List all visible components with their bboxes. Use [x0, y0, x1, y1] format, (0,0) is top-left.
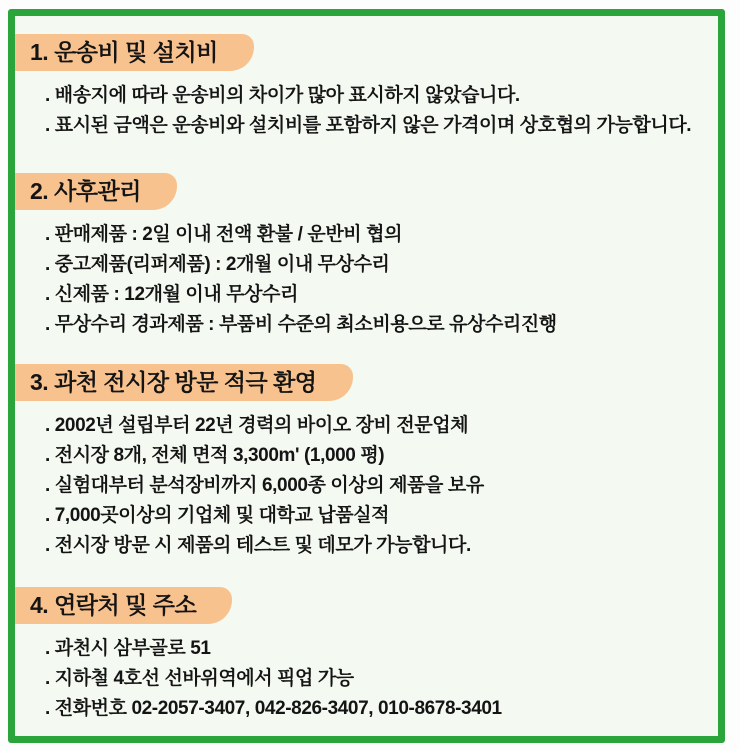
bullet-item: . 7,000곳이상의 기업체 및 대학교 납품실적: [45, 505, 390, 526]
bullet-item: . 2002년 설립부터 22년 경력의 바이오 장비 전문업체: [45, 415, 469, 436]
notice-card: [8, 9, 725, 743]
bullet-item: . 실험대부터 분석장비까지 6,000종 이상의 제품을 보유: [45, 475, 484, 496]
section-title-ribbon-after-service: 2. 사후관리: [15, 173, 177, 210]
section-after-service-items: [45, 220, 702, 340]
bullet-item: . 판매제품 : 2일 이내 전액 환불 / 운반비 협의: [45, 224, 403, 245]
section-shipping-installation: [15, 34, 718, 141]
bullet-item: . 지하철 4호선 선바위역에서 픽업 가능: [45, 668, 354, 689]
section-shipping-items: [45, 81, 702, 141]
section-title-ribbon-shipping: 1. 운송비 및 설치비: [15, 34, 254, 71]
section-contact-items: [45, 634, 702, 724]
section-showroom-items: [45, 411, 702, 561]
bullet-item: . 신제품 : 12개월 이내 무상수리: [45, 284, 299, 305]
bullet-item-phone-numbers: . 전화번호 02-2057-3407, 042-826-3407, 010-8678-3401: [45, 698, 502, 719]
bullet-item: . 과천시 삼부골로 51: [45, 638, 211, 659]
bullet-item: . 전시장 방문 시 제품의 테스트 및 데모가 가능합니다.: [45, 535, 471, 556]
section-title-ribbon-showroom: 3. 과천 전시장 방문 적극 환영: [15, 364, 353, 401]
section-contact-address: [15, 587, 718, 724]
bullet-item: . 중고제품(리퍼제품) : 2개월 이내 무상수리: [45, 254, 390, 275]
section-showroom-visit: [15, 364, 718, 561]
bullet-item: . 배송지에 따라 운송비의 차이가 많아 표시하지 않았습니다.: [45, 85, 520, 106]
section-after-service: [15, 173, 718, 340]
bullet-item: . 전시장 8개, 전체 면적 3,300m' (1,000 평): [45, 445, 385, 466]
bullet-item: . 무상수리 경과제품 : 부품비 수준의 최소비용으로 유상수리진행: [45, 314, 557, 335]
section-title-ribbon-contact: 4. 연락처 및 주소: [15, 587, 232, 624]
bullet-item: . 표시된 금액은 운송비와 설치비를 포함하지 않은 가격이며 상호협의 가능합니다.: [45, 115, 692, 136]
